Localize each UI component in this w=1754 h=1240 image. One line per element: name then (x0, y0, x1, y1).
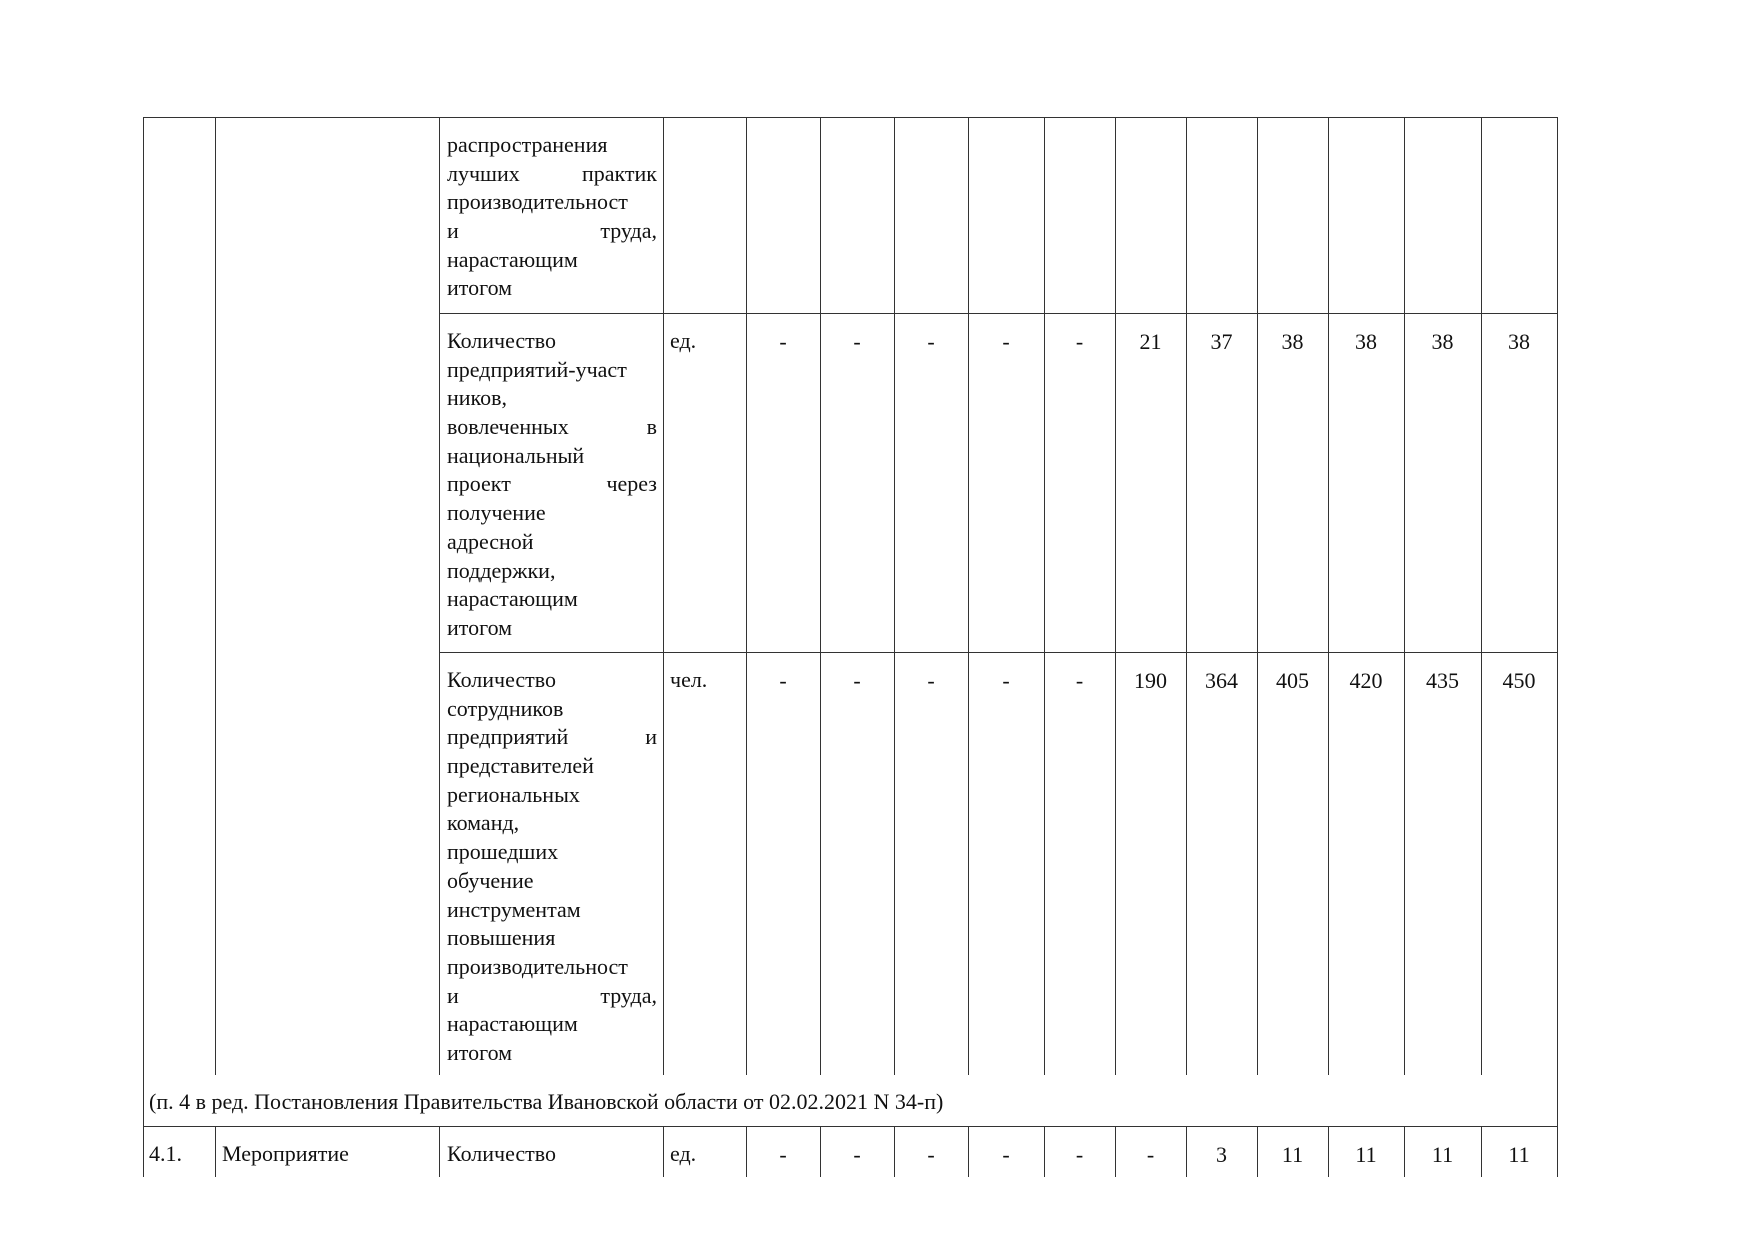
value-cell: 38 (1508, 329, 1530, 354)
value-cell: - (1002, 668, 1010, 693)
value-cell: - (1075, 1142, 1084, 1167)
value-cell: 11 (1281, 1142, 1304, 1167)
value-cell: 435 (1426, 668, 1459, 693)
table-border-horizontal (143, 1126, 1557, 1127)
indicator-line (447, 188, 657, 217)
table-border-vertical (1481, 117, 1482, 1075)
indicator-word: производительност (447, 189, 628, 215)
indicator-word: нарастающим (447, 586, 578, 612)
indicator-word: практик (581, 160, 657, 186)
indicator-word: национальный (447, 442, 585, 468)
indicator-line (447, 695, 657, 724)
value-cell: - (779, 329, 787, 354)
value-cell: 364 (1205, 668, 1238, 693)
table-border-horizontal (439, 313, 1557, 314)
indicator-word: прошедших (447, 839, 559, 865)
value-cell: 11 (1355, 1142, 1377, 1167)
indicator-line (447, 752, 657, 781)
indicator-word: региональных (447, 781, 580, 807)
indicator-line (447, 274, 657, 303)
value-cell: 3 (1216, 1142, 1227, 1167)
indicator-line (447, 982, 657, 1011)
table-border-vertical (820, 117, 821, 1075)
value-cell: 38 (1355, 329, 1377, 354)
value-cell: - (853, 668, 861, 693)
indicator-line (447, 413, 657, 442)
indicator-word: лучших (447, 160, 520, 186)
value-cell: 11 (1508, 1142, 1530, 1167)
table-border-vertical (1115, 117, 1116, 1075)
indicator-word: и (447, 218, 459, 244)
indicator-line (447, 160, 657, 189)
row-number: 4.1. (149, 1141, 182, 1166)
indicator-word: предприятий-участ (447, 356, 627, 382)
indicator-cell-text (447, 327, 657, 643)
table-border-vertical (1557, 117, 1558, 1177)
indicator-word: производительност (447, 953, 628, 979)
table-border-vertical (143, 1075, 144, 1126)
table-border-vertical (439, 1126, 440, 1177)
indicator-line (447, 528, 657, 557)
table-border-vertical (1044, 117, 1045, 1075)
value-cell: 405 (1276, 668, 1309, 693)
table-border-vertical (1186, 117, 1187, 1075)
indicator-word: обучение (447, 867, 534, 893)
unit-cell: ед. (670, 1141, 697, 1166)
indicator-word: в (646, 414, 657, 440)
value-cell: - (853, 329, 861, 354)
indicator-line (447, 1039, 657, 1068)
indicator-word: итогом (447, 1039, 513, 1065)
value-cell: - (927, 329, 935, 354)
indicator-word: получение (447, 500, 546, 526)
value-cell: - (927, 668, 935, 693)
table-border-vertical (1328, 117, 1329, 1075)
indicator-word: сотрудников (447, 695, 564, 721)
table-border-vertical (215, 1126, 216, 1177)
value-cell: - (1075, 668, 1084, 693)
value-cell: - (1002, 1142, 1010, 1167)
table-border-vertical (663, 1126, 664, 1177)
indicator-word: поддержки, (447, 557, 556, 583)
table-border-vertical (439, 117, 440, 1075)
indicator-word: ников, (447, 385, 508, 411)
indicator-line (447, 666, 657, 695)
value-cell: - (853, 1142, 861, 1167)
indicator-word: представителей (447, 753, 594, 779)
indicator-line (447, 896, 657, 925)
indicator-word: предприятий (447, 724, 569, 750)
unit-cell: ед. (670, 328, 697, 353)
value-cell: - (927, 1142, 935, 1167)
indicator-word: нарастающим (447, 246, 578, 272)
value-cell: 450 (1502, 668, 1536, 693)
value-cell: - (779, 668, 787, 693)
amendment-note: (п. 4 в ред. Постановления Правительства Ивановской области от 02.02.2021 N 34-п) (149, 1089, 944, 1114)
indicator-word: итогом (447, 275, 513, 301)
indicator-word: труда, (600, 218, 657, 244)
indicator-line (447, 442, 657, 471)
value-cell: 37 (1210, 329, 1233, 354)
indicator-line (447, 217, 657, 246)
indicator-line (447, 614, 657, 643)
indicator-line (447, 557, 657, 586)
indicator-word: распространения (447, 132, 608, 157)
indicator-line (447, 384, 657, 413)
indicator-word: Количество (447, 667, 557, 692)
indicator-word: вовлеченных (447, 414, 569, 440)
table-border-vertical (894, 117, 895, 1075)
indicator-word: инструментам (447, 896, 581, 922)
table-border-vertical (143, 1126, 144, 1177)
unit-cell: чел. (670, 667, 708, 692)
table-border-vertical (968, 117, 969, 1075)
indicator-cell-text (447, 666, 657, 1068)
indicator-word: и (645, 724, 657, 750)
table-border-horizontal (143, 117, 1557, 118)
indicator-cell-text: Количество (447, 1141, 557, 1166)
indicator-word: Количество (447, 328, 557, 353)
indicator-line (447, 867, 657, 896)
value-cell: 11 (1431, 1142, 1454, 1167)
value-cell: - (1075, 329, 1084, 354)
value-cell: - (1146, 1142, 1155, 1167)
value-cell: 38 (1431, 329, 1454, 354)
table-border-vertical (143, 117, 144, 1075)
indicator-cell-text (447, 131, 657, 303)
indicator-line (447, 246, 657, 275)
indicator-line (447, 723, 657, 752)
indicator-word: команд, (447, 810, 520, 836)
indicator-word: итогом (447, 614, 513, 640)
indicator-word: труда, (600, 982, 657, 1008)
indicator-line (447, 1010, 657, 1039)
indicator-word: адресной (447, 528, 534, 554)
indicator-line (447, 781, 657, 810)
value-cell: 420 (1349, 668, 1383, 693)
table-border-vertical (1404, 117, 1405, 1075)
event-name: Мероприятие (222, 1141, 349, 1166)
value-cell: - (1002, 329, 1010, 354)
indicator-line (447, 131, 657, 160)
indicator-line (447, 327, 657, 356)
indicator-line (447, 809, 657, 838)
indicator-line (447, 499, 657, 528)
indicator-word: проект (447, 471, 511, 497)
value-cell: 21 (1139, 329, 1162, 354)
indicator-word: через (606, 471, 657, 497)
value-cell: 38 (1281, 329, 1304, 354)
table-border-vertical (1257, 117, 1258, 1075)
table-border-vertical (663, 117, 664, 1075)
indicator-line (447, 470, 657, 499)
indicator-line (447, 838, 657, 867)
indicator-word: повышения (447, 925, 556, 951)
table-border-horizontal (439, 652, 1557, 653)
table-border-vertical (746, 117, 747, 1075)
indicator-line (447, 585, 657, 614)
indicator-line (447, 953, 657, 982)
indicator-word: и (447, 982, 459, 1008)
indicator-line (447, 356, 657, 385)
indicator-word: нарастающим (447, 1011, 578, 1037)
indicator-line (447, 924, 657, 953)
table-border-vertical (215, 117, 216, 1075)
value-cell: 190 (1134, 668, 1167, 693)
value-cell: - (779, 1142, 787, 1167)
